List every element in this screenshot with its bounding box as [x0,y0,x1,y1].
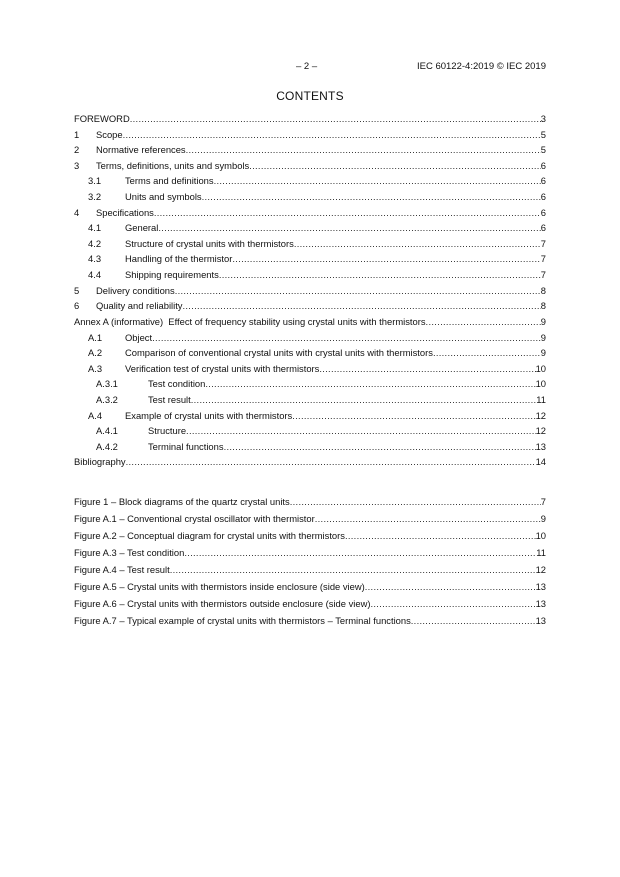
toc-entry-page: 10 [535,378,546,390]
toc-entry-title: Structure [148,425,187,437]
toc-entry-page: 8 [540,284,546,296]
toc-entry-title: Annex A (informative) Effect of frequency stability using crystal units with thermistors [74,315,426,327]
dot-leader [433,346,541,359]
toc-entry-number: 4 [74,206,80,218]
toc-entry[interactable] [74,377,546,393]
figure-entry-title: Figure A.1 – Conventional crystal oscillator with thermistor [74,513,315,524]
toc-entry-title: Normative references [96,144,186,156]
toc-entry-page: 7 [540,237,546,249]
figure-entry-page: 7 [540,496,546,507]
toc-entry-title: Scope [96,128,123,140]
dot-leader [345,529,536,542]
toc-entry-title: Test condition [148,378,206,390]
toc-entry-page: 12 [535,409,546,421]
toc-entry-title: Units and symbols [125,191,202,203]
figure-entry[interactable] [74,597,546,614]
figure-entry[interactable] [74,614,546,631]
dot-leader [175,284,541,297]
dot-leader [370,597,535,610]
toc-entry-title: Bibliography [74,456,126,468]
dot-leader [411,614,536,627]
toc-entry[interactable] [74,190,546,206]
dot-leader [130,112,541,125]
figure-entry-page: 13 [535,615,546,626]
toc-entry-number: 4.4 [88,269,102,281]
dot-leader [365,580,536,593]
toc-entry-number: 4.1 [88,222,102,234]
toc-entry-number: 5 [74,284,80,296]
toc-entry-title: Example of crystal units with thermistors [125,409,293,421]
toc-entry-number: 3 [74,159,80,171]
toc-entry-title: Structure of crystal units with thermistors [125,237,294,249]
dot-leader [183,299,541,312]
figure-entry-page: 13 [535,598,546,609]
toc-entry-page: 5 [540,128,546,140]
dot-leader [232,252,540,265]
toc-entry[interactable] [74,440,546,456]
figure-entry-page: 13 [535,581,546,592]
figure-entry[interactable] [74,495,546,512]
toc-entry-number: 3.1 [88,175,102,187]
list-of-figures [74,495,546,631]
figure-entry-title: Figure A.6 – Crystal units with thermistors outside enclosure (side view) [74,598,371,609]
dot-leader [219,268,541,281]
toc-entry[interactable] [74,284,546,300]
toc-entry[interactable] [74,331,546,347]
figure-entry[interactable] [74,512,546,529]
toc-entry-number: A.3.1 [96,378,118,390]
toc-entry[interactable] [74,112,546,128]
toc-entry-number: 4.3 [88,253,102,265]
dot-leader [290,495,541,508]
toc-entry-page: 11 [536,393,546,405]
toc-entry-page: 9 [540,315,546,327]
dot-leader [249,159,541,172]
toc-entry[interactable] [74,159,546,175]
figure-entry-page: 12 [535,564,546,575]
toc-entry-page: 9 [540,331,546,343]
toc-entry[interactable] [74,143,546,159]
toc-entry[interactable] [74,315,546,331]
dot-leader [292,409,535,422]
table-of-contents [74,112,546,471]
toc-entry-title: FOREWORD [74,113,130,124]
toc-entry-title: Test result [148,393,191,405]
dot-leader [426,315,541,328]
toc-entry-page: 6 [540,191,546,203]
toc-entry-number: 4.2 [88,237,102,249]
dot-leader [214,174,541,187]
toc-entry-page: 10 [535,362,546,374]
figure-entry-title: Figure A.4 – Test result [74,564,170,575]
figure-entry-page: 10 [535,530,546,541]
toc-entry-page: 12 [535,425,546,437]
dot-leader [123,128,541,141]
toc-entry-page: 8 [540,300,546,312]
dot-leader [191,393,537,406]
toc-entry-title: Shipping requirements [125,269,219,281]
figure-entry[interactable] [74,563,546,580]
figure-entry-title: Figure A.2 – Conceptual diagram for crystal units with thermistors [74,530,345,541]
toc-entry-number: A.4 [88,409,103,421]
toc-entry[interactable] [74,268,546,284]
toc-entry-page: 7 [540,269,546,281]
toc-entry[interactable] [74,206,546,222]
dot-leader [202,190,541,203]
dot-leader [126,455,536,468]
figure-entry[interactable] [74,546,546,563]
toc-entry-number: A.3 [88,362,103,374]
toc-entry[interactable] [74,346,546,362]
toc-entry-title: Comparison of conventional crystal units with crystal units with thermistors [125,347,433,359]
figure-entry-page: 11 [536,547,546,558]
figure-entry-title: Figure A.3 – Test condition [74,547,185,558]
toc-entry-title: Quality and reliability [96,300,183,312]
toc-entry-page: 6 [540,159,546,171]
dot-leader [154,206,541,219]
toc-entry-page: 14 [535,456,546,468]
toc-entry-page: 6 [540,222,546,234]
dot-leader [152,331,541,344]
toc-entry-page: 13 [535,440,546,452]
toc-entry-title: Terms and definitions [125,175,214,187]
toc-entry-title: Delivery conditions [96,284,175,296]
toc-entry[interactable] [74,128,546,144]
dot-leader [224,440,536,453]
toc-entry-number: A.3.2 [96,393,118,405]
figure-entry[interactable] [74,529,546,546]
toc-entry[interactable] [74,424,546,440]
dot-leader [158,221,540,234]
figure-entry-page: 9 [540,513,546,524]
toc-entry-title: Object [125,331,153,343]
toc-entry-page: 6 [540,206,546,218]
dot-leader [184,546,536,559]
figure-entry-title: Figure A.7 – Typical example of crystal units with thermistors – Terminal functions [74,615,411,626]
page-header [0,61,620,75]
toc-entry[interactable] [74,299,546,315]
toc-entry-number: A.2 [88,347,103,359]
toc-entry-title: Handling of the thermistor [125,253,233,265]
dot-leader [319,362,535,375]
toc-entry[interactable] [74,409,546,425]
toc-entry[interactable] [74,174,546,190]
toc-entry[interactable] [74,393,546,409]
dot-leader [186,143,541,156]
toc-entry[interactable] [74,455,546,471]
toc-entry-number: 2 [74,144,80,156]
toc-entry-number: 1 [74,128,80,140]
figure-entry-title: Figure A.5 – Crystal units with thermistors inside enclosure (side view) [74,581,365,592]
toc-entry-page: 6 [540,175,546,187]
toc-entry-page: 5 [540,144,546,156]
toc-entry-number: A.4.2 [96,440,118,452]
dot-leader [315,512,541,525]
toc-entry-number: A.1 [88,331,103,343]
figure-entry[interactable] [74,580,546,597]
toc-entry[interactable] [74,362,546,378]
toc-entry-title: Terminal functions [148,440,224,452]
toc-entry[interactable] [74,221,546,237]
toc-entry-title: General [125,222,159,234]
toc-entry-page: 7 [540,253,546,265]
toc-entry-number: A.4.1 [96,425,118,437]
dot-leader [170,563,536,576]
dot-leader [186,424,536,437]
toc-entry-number: 6 [74,300,80,312]
toc-entry-title: Specifications [96,206,154,218]
figure-entry-title: Figure 1 – Block diagrams of the quartz crystal units [74,496,290,507]
toc-entry-title: Verification test of crystal units with thermistors [125,362,320,374]
toc-entry-page: 3 [540,113,546,124]
toc-entry-number: 3.2 [88,191,102,203]
toc-entry[interactable] [74,252,546,268]
toc-entry-page: 9 [540,347,546,359]
page-number: – 2 – [296,61,318,72]
contents-heading: CONTENTS [276,89,344,103]
toc-entry-title: Terms, definitions, units and symbols [96,159,250,171]
toc-entry[interactable] [74,237,546,253]
document-identifier: IEC 60122-4:2019 © IEC 2019 [416,61,546,72]
dot-leader [205,377,535,390]
dot-leader [294,237,541,250]
